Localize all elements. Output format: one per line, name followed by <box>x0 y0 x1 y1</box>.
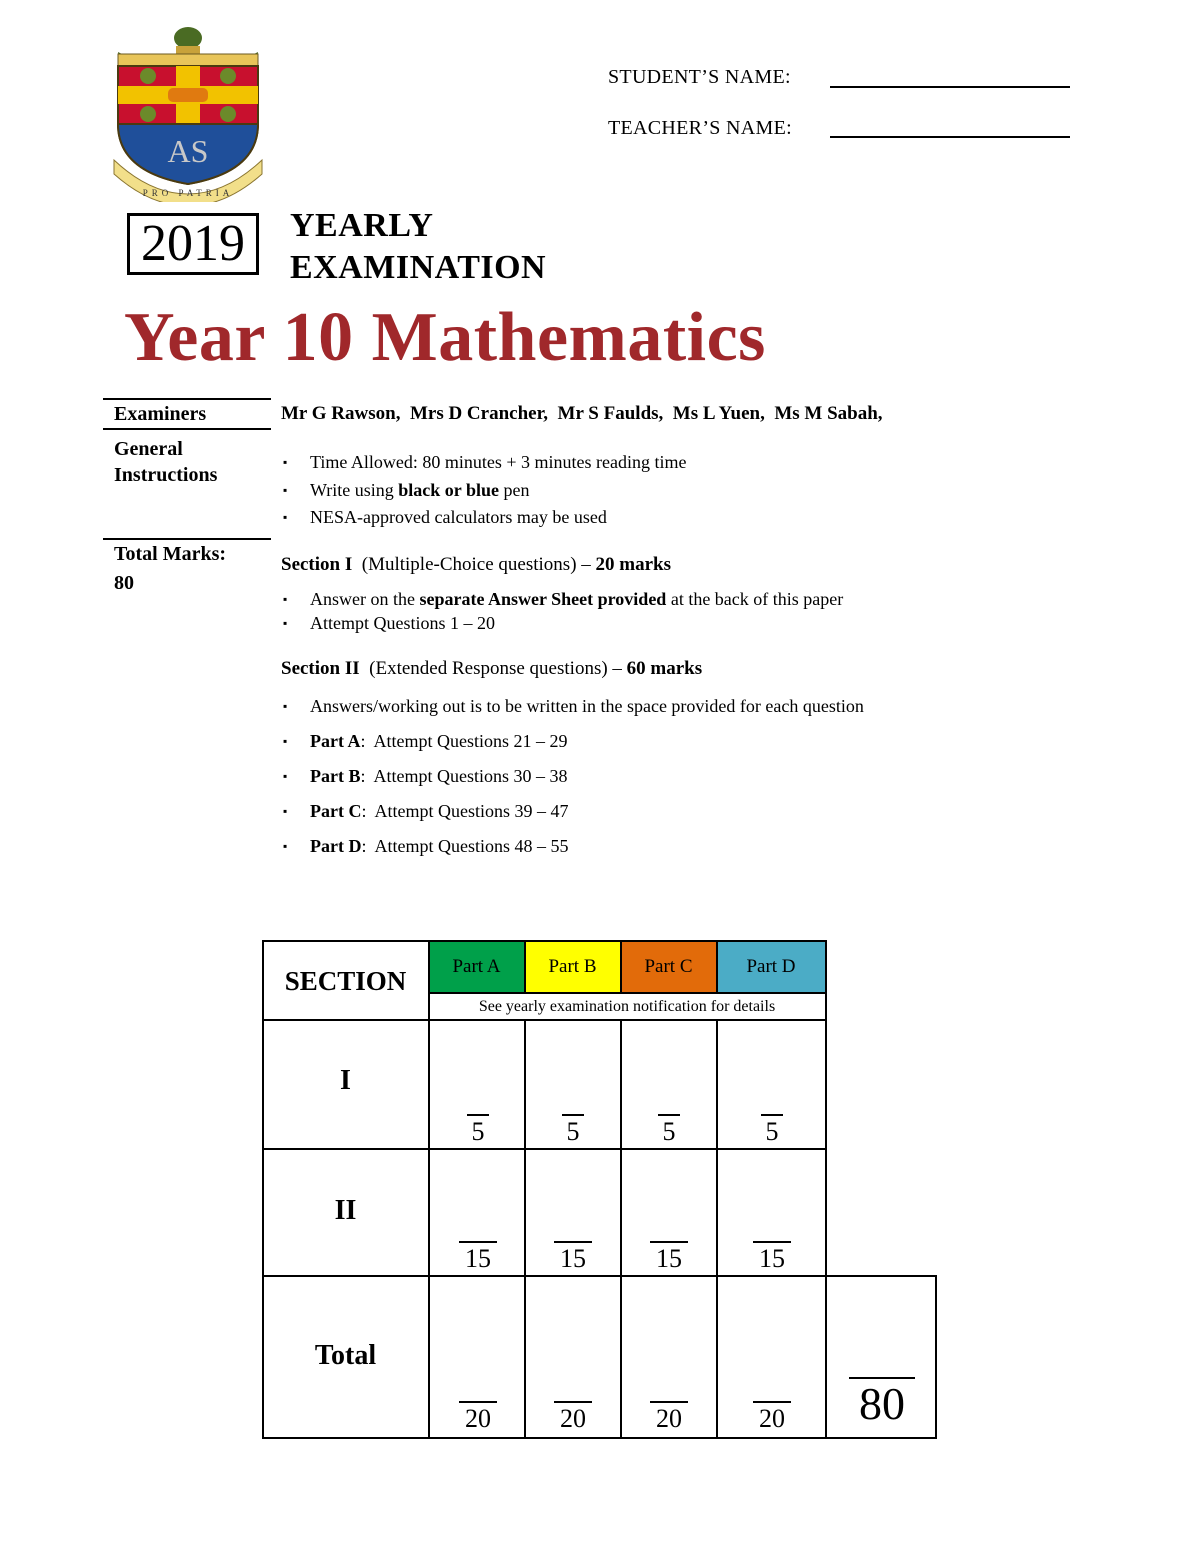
mark-out-of: 5 <box>471 1117 485 1146</box>
mark-box[interactable] <box>646 1401 692 1433</box>
part-b-header: Part B <box>525 942 620 992</box>
part-text: : Attempt Questions 48 – 55 <box>361 836 569 856</box>
table-border <box>524 1019 526 1439</box>
instruction-text: Time Allowed: 80 minutes + 3 minutes reading time <box>310 452 687 472</box>
parts-note: See yearly examination notification for details <box>478 998 776 1015</box>
general-instructions-label <box>114 436 217 488</box>
total-marks-value: 80 <box>114 572 134 594</box>
mark-out-of: 5 <box>662 1117 676 1146</box>
mark-box[interactable] <box>752 1114 792 1146</box>
section-header: SECTION <box>284 966 407 996</box>
pen-colour: black or blue <box>398 480 499 500</box>
table-border <box>262 1148 827 1150</box>
part-label: Part D <box>310 836 362 856</box>
section-2-desc: (Extended Response questions) <box>369 658 608 679</box>
table-border <box>716 940 718 993</box>
examiners-label: Examiners <box>114 403 207 425</box>
table-border <box>716 1019 718 1439</box>
part-c-header: Part C <box>621 942 716 992</box>
section-1-name: Section I <box>281 554 353 575</box>
mark-box[interactable] <box>749 1241 795 1273</box>
grand-total-box[interactable] <box>847 1377 917 1427</box>
mark-box[interactable] <box>550 1241 596 1273</box>
table-border <box>428 940 430 1439</box>
divider <box>103 538 271 540</box>
part-text: : Attempt Questions 21 – 29 <box>360 731 568 751</box>
mark-out-of: 15 <box>759 1244 785 1273</box>
teacher-name-field[interactable] <box>830 136 1070 138</box>
table-border <box>620 940 622 993</box>
row-label-total: Total <box>314 1340 377 1371</box>
part-label: Part C <box>310 801 362 821</box>
table-border <box>524 940 526 993</box>
teacher-name-label: TEACHER’S NAME: <box>608 117 792 139</box>
answer-sheet-note: separate Answer Sheet provided <box>419 589 667 609</box>
general-label-line-2: Instructions <box>114 464 218 486</box>
svg-text:AS: AS <box>167 133 209 169</box>
answer-suffix: at the back of this paper <box>666 589 844 609</box>
section-2-dash: – <box>607 658 627 679</box>
divider <box>103 398 271 400</box>
mark-out-of: 20 <box>759 1404 785 1433</box>
table-border <box>825 940 827 1439</box>
student-name-label: STUDENT’S NAME: <box>608 66 791 88</box>
exam-year: 2019 <box>127 213 259 275</box>
table-border <box>262 1019 827 1021</box>
table-border <box>262 1275 937 1277</box>
mark-box[interactable] <box>749 1401 795 1433</box>
page-title: Year 10 Mathematics <box>124 299 766 376</box>
section-1-heading <box>281 553 671 577</box>
part-label: Part B <box>310 766 361 786</box>
divider <box>103 428 271 430</box>
section-1-desc: (Multiple-Choice questions) <box>361 554 577 575</box>
row-label-section-2: II <box>334 1195 357 1226</box>
pen-prefix: Write using <box>310 480 399 500</box>
instruction-item: ▪ Write using black or blue pen <box>283 480 530 500</box>
part-label: Part A <box>310 731 361 751</box>
mark-out-of: 5 <box>566 1117 580 1146</box>
table-border <box>620 1019 622 1439</box>
row-label-section-1: I <box>340 1065 351 1096</box>
mark-out-of: 20 <box>560 1404 586 1433</box>
total-marks-label: Total Marks: <box>114 543 227 565</box>
section-1-item: ▪ Answer on the separate Answer Sheet provided at the back of this paper <box>283 589 844 609</box>
table-border <box>262 940 827 942</box>
mark-box[interactable] <box>550 1401 596 1433</box>
mark-box[interactable] <box>455 1241 501 1273</box>
answer-prefix: Answer on the <box>310 589 420 609</box>
mark-box[interactable] <box>553 1114 593 1146</box>
section-2-name: Section II <box>281 658 360 679</box>
mark-box[interactable] <box>455 1401 501 1433</box>
section-1-dash: – <box>576 554 596 575</box>
instruction-item: ▪ Time Allowed: 80 minutes + 3 minutes reading time <box>283 452 687 472</box>
part-text: : Attempt Questions 30 – 38 <box>360 766 568 786</box>
instruction-text: NESA-approved calculators may be used <box>310 507 607 527</box>
section-1-attempt: Attempt Questions 1 – 20 <box>310 613 495 633</box>
exam-type-line-2: EXAMINATION <box>290 249 547 286</box>
section-1-marks: 20 marks <box>595 554 672 575</box>
table-border <box>262 1437 937 1439</box>
exam-type-line-1: YEARLY <box>290 207 434 244</box>
mark-out-of: 15 <box>656 1244 682 1273</box>
section-2-part-item: ▪ Part B: Attempt Questions 30 – 38 <box>283 766 568 786</box>
section-2-part-item: ▪ Part A: Attempt Questions 21 – 29 <box>283 731 568 751</box>
section-2-marks: 60 marks <box>626 658 703 679</box>
part-a-header: Part A <box>429 942 524 992</box>
table-border <box>262 940 264 1439</box>
mark-out-of: 20 <box>656 1404 682 1433</box>
examiners-list: Mr G Rawson, Mrs D Crancher, Mr S Faulds, Ms L Yuen, Ms M Sabah, <box>281 403 883 424</box>
part-d-header: Part D <box>717 942 825 992</box>
general-label-line-1: General <box>114 438 183 460</box>
instruction-item: ▪ NESA-approved calculators may be used <box>283 507 607 527</box>
table-border <box>428 992 827 994</box>
section-2-heading <box>281 657 702 681</box>
mark-out-of: 15 <box>465 1244 491 1273</box>
exam-type-heading <box>290 205 546 289</box>
student-name-field[interactable] <box>830 86 1070 88</box>
grand-total: 80 <box>859 1378 905 1429</box>
section-2-part-item: ▪ Part C: Attempt Questions 39 – 47 <box>283 801 569 821</box>
section-2-note: Answers/working out is to be written in the space provided for each question <box>310 696 864 716</box>
mark-out-of: 20 <box>465 1404 491 1433</box>
section-2-part-item: ▪ Part D: Attempt Questions 48 – 55 <box>283 836 569 856</box>
school-crest-logo <box>110 24 266 202</box>
table-border <box>935 1275 937 1439</box>
section-2-item: ▪ Answers/working out is to be written in the space provided for each question <box>283 696 864 716</box>
mark-box[interactable] <box>458 1114 498 1146</box>
section-1-item: ▪ Attempt Questions 1 – 20 <box>283 613 495 633</box>
mark-out-of: 15 <box>560 1244 586 1273</box>
pen-suffix: pen <box>498 480 530 500</box>
mark-box[interactable] <box>649 1114 689 1146</box>
svg-text:PRO PATRIA: PRO PATRIA <box>142 188 234 198</box>
part-text: : Attempt Questions 39 – 47 <box>361 801 569 821</box>
mark-out-of: 5 <box>765 1117 779 1146</box>
mark-box[interactable] <box>646 1241 692 1273</box>
